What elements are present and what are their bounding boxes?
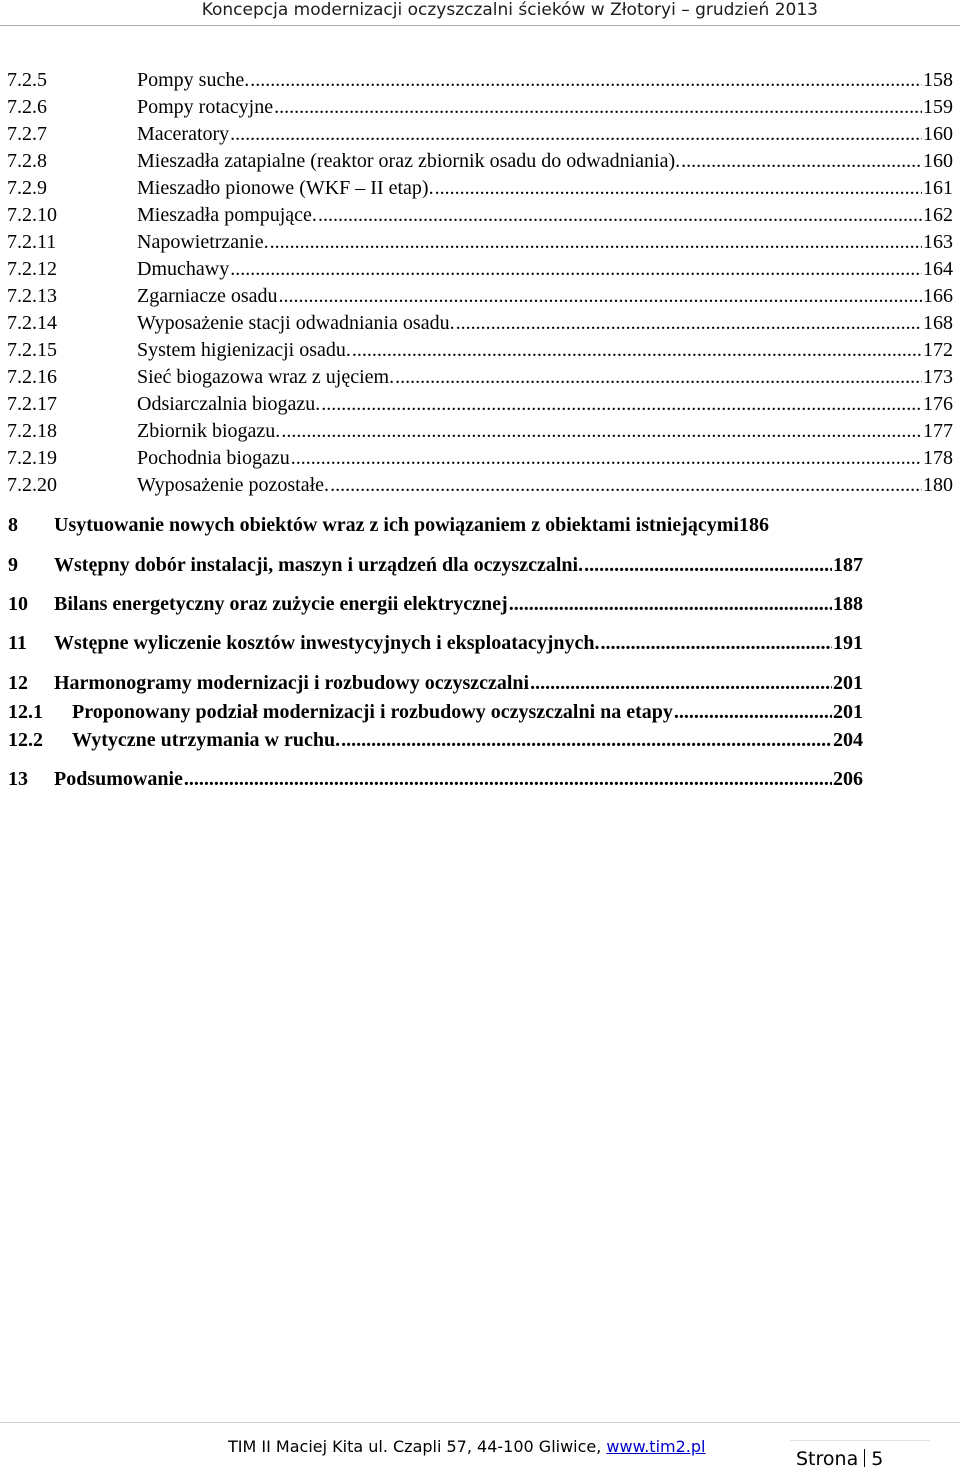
toc-entry[interactable] <box>7 366 953 389</box>
toc-leader-dots <box>530 672 832 695</box>
toc-entry-number: 7.2.13 <box>7 285 57 307</box>
toc-entry-title: Pochodnia biogazu <box>137 447 290 469</box>
toc-leader-dots <box>281 420 922 443</box>
toc-entry[interactable] <box>7 312 953 335</box>
toc-chapter-title: Podsumowanie <box>54 768 183 790</box>
toc-chapter-title: Harmonogramy modernizacji i rozbudowy oczyszczalni <box>54 672 530 694</box>
toc-entry-number: 7.2.8 <box>7 150 47 172</box>
toc-leader-dots <box>230 123 922 146</box>
toc-leader-dots <box>270 231 922 254</box>
toc-entry-title: System higienizacji osadu. <box>137 339 351 361</box>
toc-entry-page: 177 <box>923 420 953 442</box>
toc-entry-page: 163 <box>923 231 953 253</box>
toc-entry-title: Mieszadła zatapialne (reaktor oraz zbiornik osadu do odwadniania). <box>137 150 681 172</box>
toc-entry-number: 7.2.11 <box>7 231 57 253</box>
toc-entry[interactable] <box>7 204 953 227</box>
toc-chapter-page: 201 <box>833 701 863 723</box>
toc-entry-number: 7.2.14 <box>7 312 57 334</box>
toc-entry-title: Dmuchawy <box>137 258 230 280</box>
toc-leader-dots <box>509 593 832 616</box>
toc-entry-title: Pompy suche. <box>137 69 250 91</box>
toc-leader-dots <box>674 701 832 724</box>
toc-entry[interactable] <box>7 123 953 146</box>
footer-page-divider <box>790 1440 930 1441</box>
toc-entry-number: 7.2.9 <box>7 177 47 199</box>
toc-entry-page: 172 <box>923 339 953 361</box>
toc-entry-number: 7.2.15 <box>7 339 57 361</box>
footer-rule <box>0 1422 960 1423</box>
footer-page-separator <box>864 1449 865 1467</box>
toc-chapter[interactable] <box>8 701 863 724</box>
toc-entry-number: 7.2.7 <box>7 123 47 145</box>
toc-entry-title: Mieszadło pionowe (WKF – II etap). <box>137 177 434 199</box>
toc-entry-title: Wyposażenie stacji odwadniania osadu. <box>137 312 455 334</box>
toc-leader-dots <box>318 204 922 227</box>
toc-entry-page: 160 <box>923 123 953 145</box>
toc-chapter-title: Wstępne wyliczenie kosztów inwestycyjnych i eksploatacyjnych. <box>54 632 600 654</box>
toc-leader-dots <box>681 150 922 173</box>
toc-leader-dots <box>330 474 922 497</box>
toc-chapter-page: 191 <box>833 632 863 654</box>
toc-chapter-title: Bilans energetyczny oraz zużycie energii elektrycznej <box>54 593 508 615</box>
toc-leader-dots <box>584 554 832 577</box>
toc-leader-dots <box>352 339 922 362</box>
toc-entry-page: 166 <box>923 285 953 307</box>
footer-page-label: Strona <box>796 1448 859 1470</box>
toc-chapter-number: 8 <box>8 514 18 536</box>
footer-address-text: TIM II Maciej Kita ul. Czapli 57, 44-100 Gliwice, <box>228 1437 607 1456</box>
toc-leader-dots <box>395 366 922 389</box>
toc-chapter-page: 204 <box>833 729 863 751</box>
toc-entry-number: 7.2.16 <box>7 366 57 388</box>
toc-entry-title: Sieć biogazowa wraz z ujęciem. <box>137 366 395 388</box>
toc-chapter[interactable] <box>8 768 863 791</box>
toc-entry-page: 173 <box>923 366 953 388</box>
toc-leader-dots <box>184 768 832 791</box>
toc-entry[interactable] <box>7 150 953 173</box>
toc-entry-title: Odsiarczalnia biogazu. <box>137 393 321 415</box>
toc-entry-page: 161 <box>923 177 953 199</box>
toc-leader-dots <box>456 312 922 335</box>
footer-page-indicator <box>796 1448 883 1470</box>
toc-entry[interactable] <box>7 339 953 362</box>
toc-chapter-page: 188 <box>833 593 863 615</box>
toc-entry-number: 7.2.5 <box>7 69 47 91</box>
toc-entry-page: 168 <box>923 312 953 334</box>
toc-chapter-title: Wytyczne utrzymania w ruchu. <box>72 729 341 751</box>
toc-chapter-page: 187 <box>833 554 863 576</box>
toc-chapter-title: Proponowany podział modernizacji i rozbudowy oczyszczalni na etapy <box>72 701 673 723</box>
toc-entry-number: 7.2.19 <box>7 447 57 469</box>
toc-entry[interactable] <box>7 393 953 416</box>
toc-chapter-number: 12 <box>8 672 28 694</box>
toc-entry[interactable] <box>7 231 953 254</box>
toc-entry[interactable] <box>7 69 953 92</box>
toc-entry-number: 7.2.17 <box>7 393 57 415</box>
toc-chapter[interactable] <box>8 554 863 577</box>
toc-chapter[interactable] <box>8 514 863 537</box>
toc-entry-page: 164 <box>923 258 953 280</box>
toc-entry-page: 158 <box>923 69 953 91</box>
toc-entry-page: 180 <box>923 474 953 496</box>
footer-page-number: 5 <box>871 1448 884 1470</box>
toc-leader-dots <box>601 632 832 655</box>
toc-entry-number: 7.2.6 <box>7 96 47 118</box>
toc-entry-page: 162 <box>923 204 953 226</box>
toc-entry[interactable] <box>7 474 953 497</box>
page-footer <box>0 1420 960 1469</box>
toc-entry-title: Pompy rotacyjne <box>137 96 274 118</box>
toc-chapter[interactable] <box>8 729 863 752</box>
toc-chapter[interactable] <box>8 632 863 655</box>
toc-leader-dots <box>321 393 922 416</box>
toc-entry-page: 176 <box>923 393 953 415</box>
toc-chapter-number: 9 <box>8 554 18 576</box>
toc-leader-dots <box>341 729 832 752</box>
toc-entry-number: 7.2.10 <box>7 204 57 226</box>
toc-chapter-number: 10 <box>8 593 28 615</box>
toc-entry[interactable] <box>7 177 953 200</box>
toc-chapter-page: 206 <box>833 768 863 790</box>
toc-entry-title: Zgarniacze osadu <box>137 285 278 307</box>
toc-chapter-number: 13 <box>8 768 28 790</box>
toc-entry[interactable] <box>7 420 953 443</box>
toc-leader-dots <box>274 96 922 119</box>
toc-chapter[interactable] <box>8 593 863 616</box>
toc-entry-number: 7.2.18 <box>7 420 57 442</box>
toc-leader-dots <box>250 69 922 92</box>
footer-address <box>228 1437 705 1456</box>
footer-website-link[interactable]: www.tim2.pl <box>606 1437 706 1456</box>
toc-entry-title: Napowietrzanie. <box>137 231 269 253</box>
toc-entry[interactable] <box>7 96 953 119</box>
toc-chapter-title: Wstępny dobór instalacji, maszyn i urządzeń dla oczyszczalni. <box>54 554 584 576</box>
toc-entry-page: 178 <box>923 447 953 469</box>
toc-entry-title: Maceratory <box>137 123 230 145</box>
toc-chapter-title: Usytuowanie nowych obiektów wraz z ich powiązaniem z obiektami istniejącymi <box>54 514 739 536</box>
toc-entry-page: 159 <box>923 96 953 118</box>
header-title: Koncepcja modernizacji oczyszczalni ścieków w Złotoryi – grudzień 2013 <box>201 0 818 20</box>
toc-chapter-page: 201 <box>833 672 863 694</box>
toc-chapter-number: 12.1 <box>8 701 43 723</box>
toc-leader-dots <box>278 285 922 308</box>
toc-chapter-number: 11 <box>8 632 27 654</box>
toc-entry-page: 160 <box>923 150 953 172</box>
toc-entry[interactable] <box>7 285 953 308</box>
toc-entry[interactable] <box>7 258 953 281</box>
toc-leader-dots <box>291 447 922 470</box>
toc-leader-dots <box>435 177 922 200</box>
toc-chapter[interactable] <box>8 672 863 695</box>
toc-entry-number: 7.2.12 <box>7 258 57 280</box>
toc-entry[interactable] <box>7 447 953 470</box>
toc-entry-title: Zbiornik biogazu. <box>137 420 281 442</box>
toc-chapter-number: 12.2 <box>8 729 43 751</box>
toc-entry-number: 7.2.20 <box>7 474 57 496</box>
toc-chapter-page: 186 <box>738 514 769 536</box>
toc-entry-title: Mieszadła pompujące. <box>137 204 317 226</box>
toc-leader-dots <box>230 258 922 281</box>
toc-entry-title: Wyposażenie pozostałe. <box>137 474 330 496</box>
